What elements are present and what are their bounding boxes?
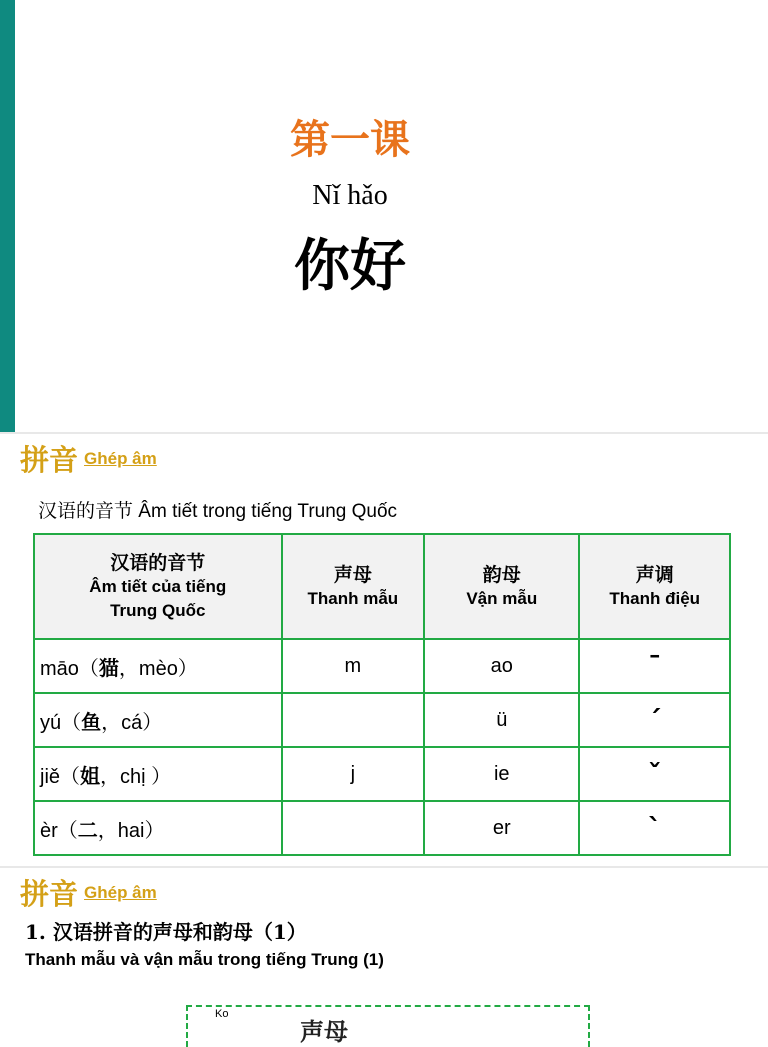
- section-title-zh: 拼音: [20, 877, 79, 911]
- lesson-hanzi: 你好: [294, 233, 406, 299]
- cell-syllable: yú（鱼，cá）: [34, 693, 282, 747]
- header-syllable: 汉语的音节 Âm tiết của tiếng Trung Quốc: [34, 534, 282, 639]
- box-label: Ko: [215, 1008, 229, 1020]
- cell-initial: m: [282, 639, 425, 693]
- table-row: [34, 747, 730, 801]
- section-title-zh: 拼音: [20, 443, 79, 477]
- tone-mark: ˊ: [647, 703, 662, 737]
- section-title-vi: Ghép âm: [84, 448, 157, 468]
- cell-initial: [282, 801, 425, 855]
- header-tone: 声调 Thanh điệu: [579, 534, 730, 639]
- slide-title: [0, 0, 768, 432]
- syllable-table: [33, 533, 731, 856]
- section-title: [20, 872, 157, 913]
- slide-syllables: [0, 434, 768, 866]
- heading-zh: 1. 汉语拼音的声母和韵母（1）: [25, 920, 307, 944]
- section-title: [20, 438, 157, 479]
- section-title-vi: Ghép âm: [84, 882, 157, 902]
- cell-initial: [282, 693, 425, 747]
- cell-syllable: māo（猫，mèo）: [34, 639, 282, 693]
- table-header-row: [34, 534, 730, 639]
- table-row: [34, 801, 730, 855]
- cell-initial: j: [282, 747, 425, 801]
- cell-tone: [579, 639, 730, 693]
- cell-tone: [579, 801, 730, 855]
- slide-initials-finals: [0, 868, 768, 1046]
- subtitle-zh: 汉语的音节: [38, 500, 134, 522]
- cell-final: ü: [424, 693, 579, 747]
- table-row: [34, 639, 730, 693]
- accent-bar: [0, 0, 15, 432]
- cell-final: er: [424, 801, 579, 855]
- dashed-box: [186, 1005, 590, 1047]
- heading-vi: Thanh mẫu và vận mẫu trong tiếng Trung (1): [25, 950, 384, 969]
- header-initial: 声母 Thanh mẫu: [282, 534, 425, 639]
- tone-mark: ˋ: [647, 811, 662, 845]
- subtitle-vi: Âm tiết trong tiếng Trung Quốc: [138, 501, 398, 522]
- lesson-title: 第一课: [290, 116, 410, 163]
- cell-syllable: jiě（姐，chị ）: [34, 747, 282, 801]
- slide-subtitle: [38, 496, 397, 523]
- cell-syllable: èr（二，hai）: [34, 801, 282, 855]
- box-partial-text: 声母: [300, 1017, 348, 1046]
- lesson-pinyin: Nǐ hǎo: [312, 180, 388, 211]
- cell-tone: [579, 693, 730, 747]
- tone-mark: ˉ: [647, 649, 662, 683]
- table-row: [34, 693, 730, 747]
- tone-mark: ˇ: [647, 757, 662, 791]
- cell-final: ie: [424, 747, 579, 801]
- cell-final: ao: [424, 639, 579, 693]
- cell-tone: [579, 747, 730, 801]
- header-final: 韵母 Vận mẫu: [424, 534, 579, 639]
